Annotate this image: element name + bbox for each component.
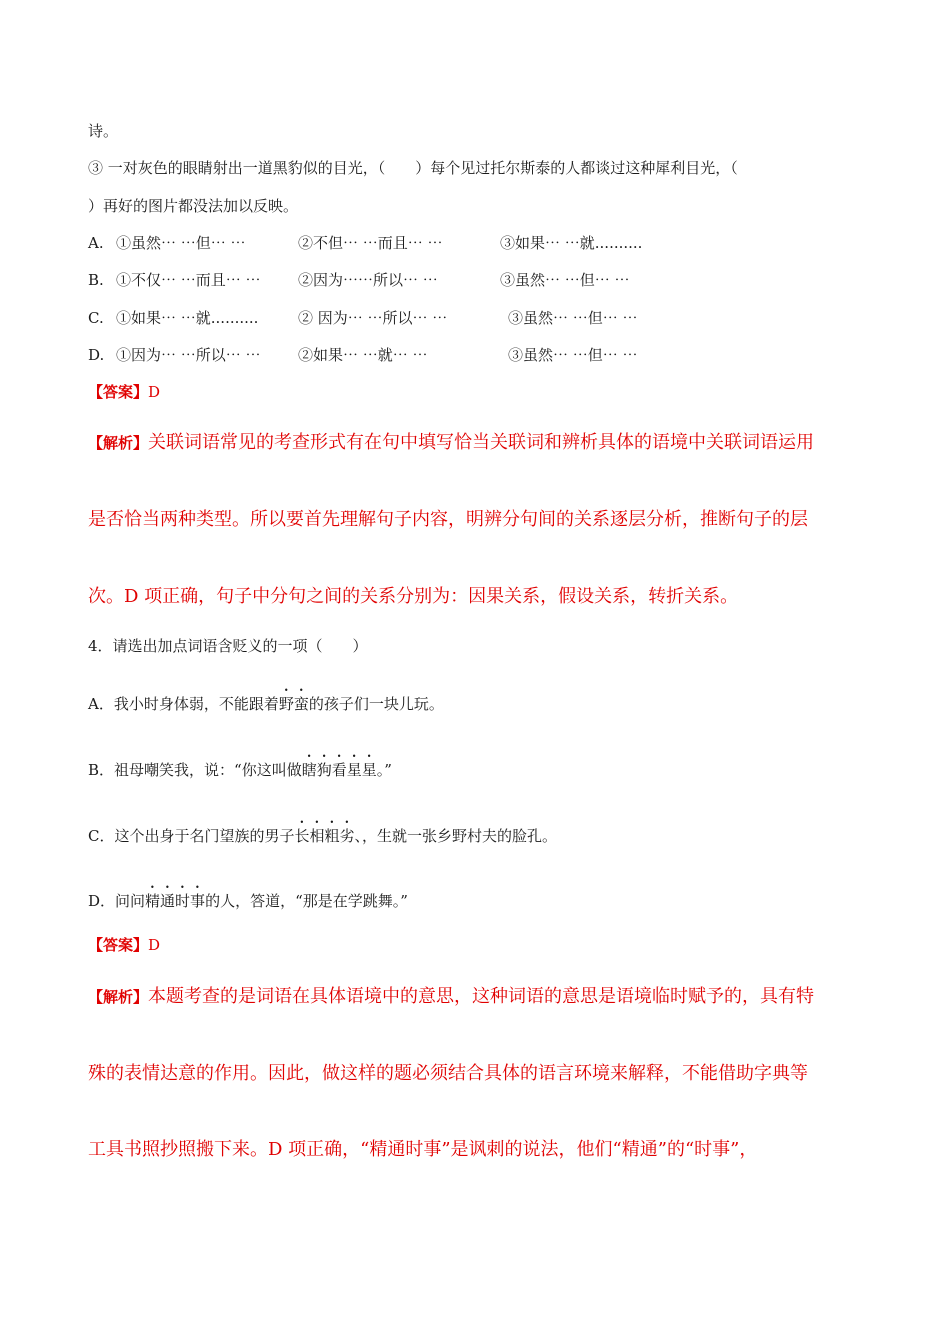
dotted-word: 长相粗劣 <box>294 827 355 845</box>
q3-tail: 诗。 <box>88 122 119 140</box>
option-col1: ①因为⋯ ⋯所以⋯ ⋯ <box>116 346 261 364</box>
option-text-pre: 问问 <box>115 892 146 910</box>
q3-answer <box>88 382 160 402</box>
q3-explanation-line3: 次。D 项正确，句子中分句之间的关系分别为：因果关系，假设关系，转折关系。 <box>88 586 739 607</box>
q3-item3-line2: ）再好的图片都没法加以反映。 <box>88 197 299 215</box>
option-col2: ②因为⋯⋯所以⋯ ⋯ <box>298 271 438 289</box>
option-letter: A. <box>88 234 104 252</box>
option-text-post: 的人，答道，“那是在学跳舞。” <box>205 892 408 910</box>
option-col3: ③虽然⋯ ⋯但⋯ ⋯ <box>508 309 638 327</box>
option-letter: D． <box>88 892 116 910</box>
answer-tag: 【答案】 <box>88 936 149 954</box>
option-text-post: 。” <box>376 761 392 779</box>
answer-value: D <box>148 936 161 954</box>
q4-explanation-line2: 殊的表情达意的作用。因此，做这样的题必须结合具体的语言环境来解释，不能借助字典等 <box>88 1063 808 1084</box>
option-text-pre: 我小时身体弱，不能跟着 <box>113 695 279 713</box>
option-col1: ①虽然⋯ ⋯但⋯ ⋯ <box>116 234 246 252</box>
answer-tag: 【答案】 <box>88 383 149 401</box>
option-text-pre: 祖母嘲笑我，说：“你这叫做 <box>114 761 302 779</box>
option-letter: D. <box>88 346 105 364</box>
option-text-post: 的孩子们一块儿玩。 <box>308 695 444 713</box>
q4-answer <box>88 935 160 955</box>
option-text-post: 、，生就一张乡野村夫的脸孔。 <box>354 827 558 845</box>
option-col2: ②如果⋯ ⋯就⋯ ⋯ <box>298 346 428 364</box>
explanation-tag: 【解析】 <box>88 988 149 1006</box>
q3-explanation-line2: 是否恰当两种类型。所以要首先理解句子内容，明辨分句间的关系逐层分析，推断句子的层 <box>88 509 808 530</box>
q4-explanation-line1 <box>88 985 814 1009</box>
option-letter: C. <box>88 309 104 327</box>
dotted-word: 瞎狗看星星 <box>301 761 377 779</box>
q4-option-a <box>88 686 444 714</box>
option-letter: A． <box>88 695 114 713</box>
option-letter: B． <box>88 761 115 779</box>
option-col1: ①不仅⋯ ⋯而且⋯ ⋯ <box>116 271 261 289</box>
option-col2: ②不但⋯ ⋯而且⋯ ⋯ <box>298 234 443 252</box>
explanation-text: 关联词语常见的考查形式有在句中填写恰当关联词和辨析具体的语境中关联词语运用 <box>148 432 815 453</box>
explanation-tag: 【解析】 <box>88 434 149 452</box>
explanation-text: 本题考查的是词语在具体语境中的意思，这种词语的意思是语境临时赋予的，具有特 <box>148 986 815 1007</box>
dotted-word: 精通时事 <box>145 892 206 910</box>
q3-item3-line1: ③ 一对灰色的眼睛射出一道黑豹似的目光，（ ）每个见过托尔斯泰的人都谈过这种犀利目光，（ <box>88 159 738 177</box>
q4-option-b <box>88 752 392 780</box>
option-letter: C． <box>88 827 115 845</box>
option-text-pre: 这个出身于名门望族的男子 <box>114 827 295 845</box>
answer-value: D <box>148 383 161 401</box>
option-letter: B. <box>88 271 104 289</box>
dotted-word: 野蛮 <box>278 695 309 713</box>
option-col3: ③虽然⋯ ⋯但⋯ ⋯ <box>508 346 638 364</box>
q3-explanation-line1 <box>88 431 814 455</box>
q4-stem: 4．请选出加点词语含贬义的一项（ ） <box>88 637 368 655</box>
q4-option-d <box>88 883 408 911</box>
option-col1: ①如果⋯ ⋯就.......... <box>116 309 259 327</box>
q4-explanation-line3: 工具书照抄照搬下来。D 项正确，“精通时事”是讽刺的说法，他们“精通”的“时事”， <box>88 1139 758 1160</box>
option-col3: ③如果⋯ ⋯就.......... <box>500 234 643 252</box>
option-col3: ③虽然⋯ ⋯但⋯ ⋯ <box>500 271 630 289</box>
q4-option-c <box>88 818 557 846</box>
option-col2: ② 因为⋯ ⋯所以⋯ ⋯ <box>298 309 448 327</box>
